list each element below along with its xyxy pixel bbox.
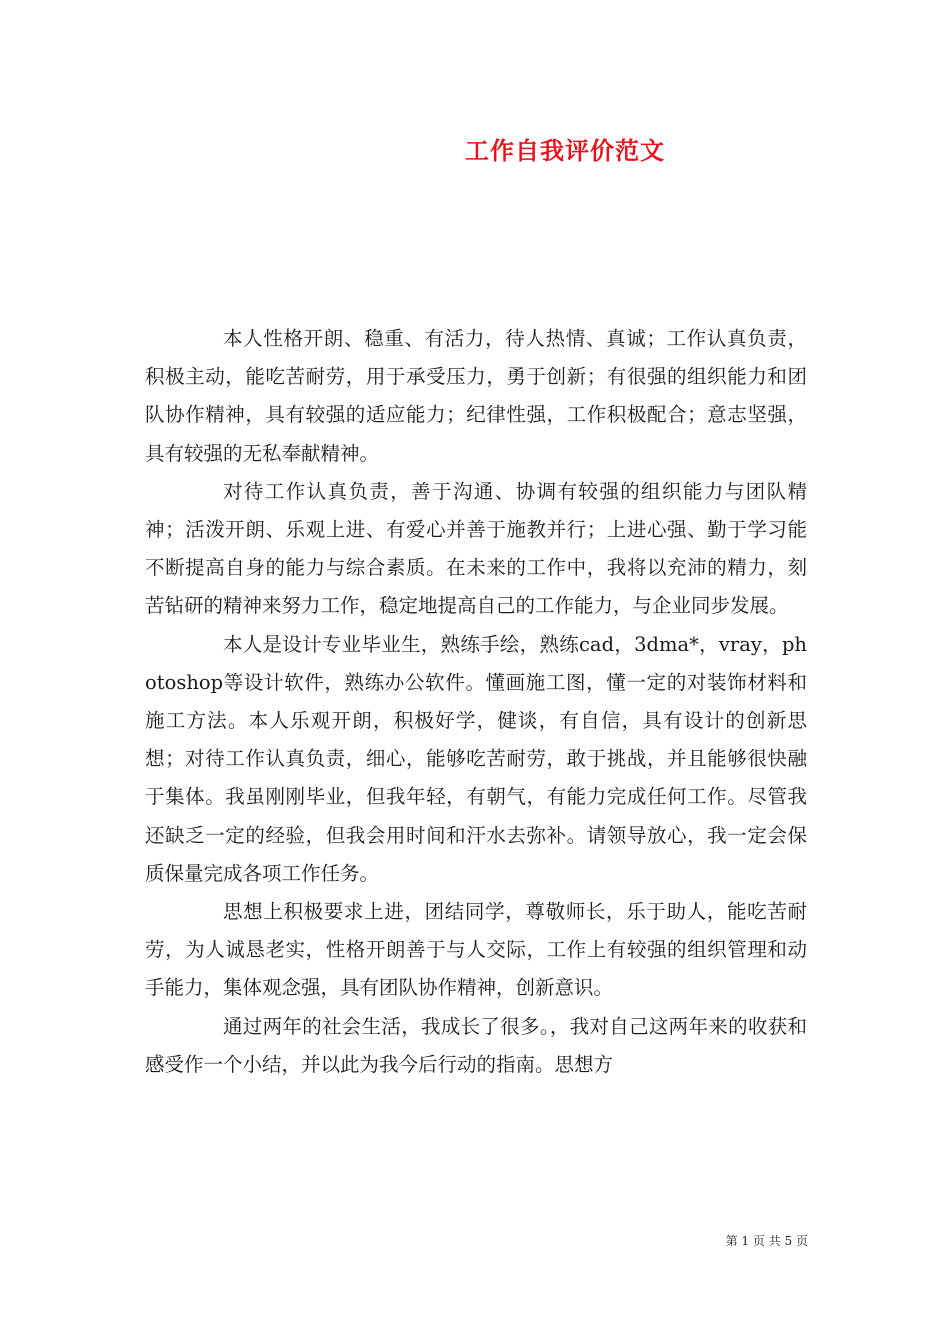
paragraph-2: 对待工作认真负责，善于沟通、协调有较强的组织能力与团队精神；活泼开朗、乐观上进、有爱心并善于施教并行；上进心强、勤于学习能不断提高自身的能力与综合素质。在未来的工作中，我将以充沛的精力，刻苦钻研的精神来努力工作，稳定地提高自己的工作能力，与企业同步发展。 <box>145 479 807 618</box>
paragraph-5: 通过两年的社会生活，我成长了很多。，我对自己这两年来的收获和感受作一个小结，并以此为我今后行动的指南。思想方 <box>145 1014 807 1076</box>
paragraph-3: 本人是设计专业毕业生，熟练手绘，熟练cad，3dma*，vray，photoshop等设计软件，熟练办公软件。懂画施工图，懂一定的对装饰材料和施工方法。本人乐观开朗，积极好学，健谈，有自信，具有设计的创新思想；对待工作认真负责，细心，能够吃苦耐劳，敢于挑战，并且能够很快融于集体。我虽刚刚毕业，但我年轻，有朝气，有能力完成任何工作。尽管我还缺乏一定的经验，但我会用时间和汗水去弥补。请领导放心，我一定会保质保量完成各项工作任务。 <box>145 632 807 885</box>
document-title: 工作自我评价范文 <box>465 136 665 165</box>
page-number-footer: 第 1 页 共 5 页 <box>725 1234 808 1248</box>
document-body <box>145 320 807 1084</box>
paragraph-1: 本人性格开朗、稳重、有活力，待人热情、真诚；工作认真负责，积极主动，能吃苦耐劳，用于承受压力，勇于创新；有很强的组织能力和团队协作精神，具有较强的适应能力；纪律性强，工作积极配合；意志坚强，具有较强的无私奉献精神。 <box>145 327 807 465</box>
paragraph-4: 思想上积极要求上进，团结同学，尊敬师长，乐于助人，能吃苦耐劳，为人诚恳老实，性格开朗善于与人交际，工作上有较强的组织管理和动手能力，集体观念强，具有团队协作精神，创新意识。 <box>145 900 807 1000</box>
